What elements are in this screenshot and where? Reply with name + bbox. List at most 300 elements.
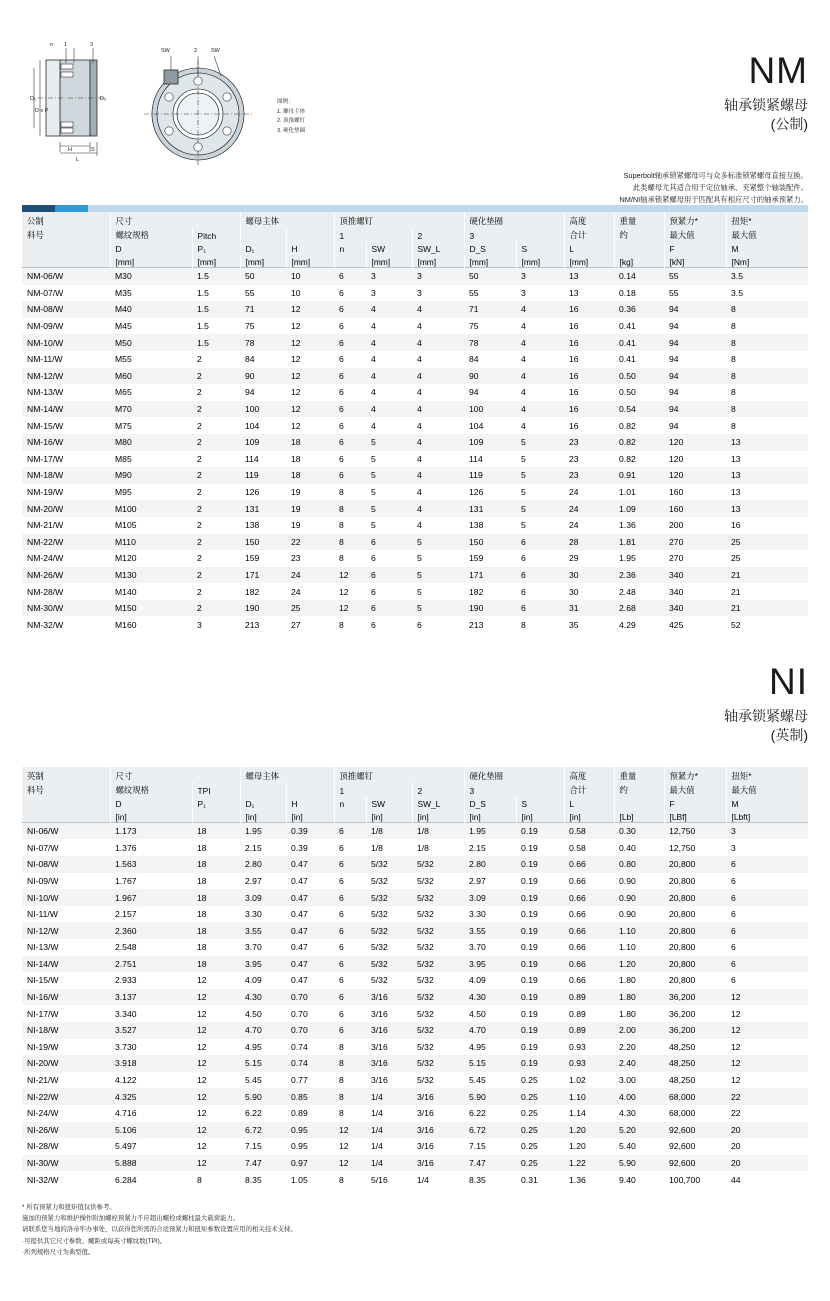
imperial-group-g8: 预紧力* bbox=[664, 767, 726, 782]
table-cell: M105 bbox=[115, 520, 137, 531]
imperial-sym-c1 bbox=[22, 796, 110, 809]
imperial-group-g7: 重量 bbox=[614, 767, 664, 782]
metric-group-g4: 顶推螺钉 bbox=[334, 212, 464, 227]
table-cell: 4.716 bbox=[115, 1108, 137, 1119]
imperial-unit-Ds: [in] bbox=[464, 809, 516, 823]
table-cell: 171 bbox=[469, 569, 484, 580]
table-row bbox=[22, 451, 808, 468]
table-cell: 0.39 bbox=[291, 842, 308, 853]
table-cell: 5 bbox=[371, 437, 376, 448]
table-cell: 8 bbox=[731, 404, 736, 415]
table-cell: 4 bbox=[371, 370, 376, 381]
imperial-sym-S: S bbox=[516, 796, 564, 809]
part-number-cell: NI-17/W bbox=[27, 1008, 59, 1019]
table-cell: 12 bbox=[731, 1075, 741, 1086]
table-cell: 92,600 bbox=[669, 1158, 696, 1169]
table-cell: 94 bbox=[669, 337, 679, 348]
table-cell: 18 bbox=[197, 892, 207, 903]
table-cell: 24 bbox=[569, 503, 579, 514]
table-cell: 94 bbox=[669, 420, 679, 431]
table-cell: 190 bbox=[245, 603, 260, 614]
imperial-sym-SW: SW bbox=[366, 796, 412, 809]
dim-label-sw2: SW bbox=[211, 48, 220, 54]
table-cell: 1.95 bbox=[245, 826, 262, 837]
table-cell: 0.82 bbox=[619, 453, 636, 464]
table-cell: 19 bbox=[291, 487, 301, 498]
table-cell: 5.888 bbox=[115, 1158, 137, 1169]
table-cell: 20 bbox=[731, 1141, 741, 1152]
table-row bbox=[22, 417, 808, 434]
table-cell: 6 bbox=[521, 603, 526, 614]
table-cell: 12 bbox=[291, 387, 301, 398]
table-cell: 12 bbox=[731, 1008, 741, 1019]
imperial-group-header-row bbox=[22, 767, 808, 782]
table-cell: 6 bbox=[339, 859, 344, 870]
table-cell: 0.19 bbox=[521, 892, 538, 903]
table-cell: 3.137 bbox=[115, 992, 137, 1003]
drawing-legend bbox=[277, 98, 305, 137]
table-cell: 0.47 bbox=[291, 925, 308, 936]
imperial-sym-weight bbox=[614, 796, 664, 809]
table-row bbox=[22, 368, 808, 385]
table-cell: 0.74 bbox=[291, 1041, 308, 1052]
table-cell: 0.19 bbox=[521, 826, 538, 837]
table-cell: 6 bbox=[339, 925, 344, 936]
table-cell: 12 bbox=[197, 992, 207, 1003]
table-cell: 3.00 bbox=[619, 1075, 636, 1086]
table-cell: 0.47 bbox=[291, 975, 308, 986]
table-cell: 0.89 bbox=[291, 1108, 308, 1119]
colorbar-segment-dark bbox=[22, 205, 55, 212]
table-cell: 20 bbox=[731, 1158, 741, 1169]
table-cell: 4 bbox=[417, 387, 422, 398]
imperial-sub-c3: TPI bbox=[192, 782, 240, 796]
table-cell: 3.09 bbox=[245, 892, 262, 903]
table-cell: 18 bbox=[291, 470, 301, 481]
table-cell: 22 bbox=[291, 536, 301, 547]
table-cell: 0.66 bbox=[569, 975, 586, 986]
part-number-cell: NM-07/W bbox=[27, 287, 64, 298]
table-cell: 120 bbox=[669, 453, 684, 464]
table-cell: 114 bbox=[469, 453, 483, 464]
metric-unit-weight: [kg] bbox=[614, 254, 664, 268]
table-cell: M40 bbox=[115, 304, 132, 315]
metric-sym-P1: P₁ bbox=[192, 241, 240, 254]
table-cell: 138 bbox=[469, 520, 484, 531]
table-cell: 6 bbox=[521, 536, 526, 547]
table-cell: 1.05 bbox=[291, 1174, 308, 1185]
table-cell: 0.19 bbox=[521, 909, 538, 920]
part-number-cell: NI-13/W bbox=[27, 942, 59, 953]
metric-table-head bbox=[22, 212, 808, 268]
table-cell: 131 bbox=[469, 503, 484, 514]
table-row bbox=[22, 989, 808, 1006]
table-cell: 160 bbox=[669, 487, 684, 498]
table-cell: 2.40 bbox=[619, 1058, 636, 1069]
table-row bbox=[22, 434, 808, 451]
part-number-cell: NM-14/W bbox=[27, 404, 64, 415]
table-cell: 36,200 bbox=[669, 1008, 696, 1019]
table-cell: 13 bbox=[569, 271, 579, 282]
table-cell: 5/32 bbox=[371, 925, 388, 936]
metric-sub-approx: 约 bbox=[614, 227, 664, 241]
table-cell: 340 bbox=[669, 569, 684, 580]
table-cell: 4 bbox=[371, 404, 376, 415]
table-cell: 22 bbox=[731, 1091, 741, 1102]
table-cell: 200 bbox=[669, 520, 684, 531]
table-cell: 5/32 bbox=[417, 992, 434, 1003]
table-cell: 6 bbox=[339, 470, 344, 481]
imperial-sym-Ds: D_S bbox=[464, 796, 516, 809]
part-number-cell: NM-08/W bbox=[27, 304, 64, 315]
table-cell: 20,800 bbox=[669, 925, 696, 936]
brand-subtitle-unit: (公制) bbox=[770, 115, 808, 132]
table-cell: 270 bbox=[669, 553, 684, 564]
table-cell: 3.70 bbox=[469, 942, 486, 953]
metric-unit-c1 bbox=[22, 254, 110, 268]
table-cell: 13 bbox=[569, 287, 579, 298]
table-cell: M80 bbox=[115, 437, 132, 448]
metric-sym-D1: D₁ bbox=[240, 241, 286, 254]
table-cell: 6 bbox=[339, 321, 344, 332]
table-cell: 4.95 bbox=[469, 1041, 486, 1052]
table-cell: 0.80 bbox=[619, 859, 636, 870]
table-cell: 0.93 bbox=[569, 1058, 586, 1069]
table-cell: 90 bbox=[469, 370, 479, 381]
table-cell: 0.19 bbox=[521, 992, 538, 1003]
table-cell: 0.39 bbox=[291, 826, 308, 837]
imperial-sym-L: L bbox=[564, 796, 614, 809]
colorbar-segment-mid bbox=[55, 205, 88, 212]
part-number-cell: NI-30/W bbox=[27, 1158, 59, 1169]
table-cell: 7.15 bbox=[245, 1141, 262, 1152]
table-cell: 119 bbox=[469, 470, 483, 481]
table-cell: 2.360 bbox=[115, 925, 137, 936]
table-cell: 5 bbox=[371, 487, 376, 498]
table-cell: 6 bbox=[339, 453, 344, 464]
table-cell: 3/16 bbox=[417, 1108, 434, 1119]
table-cell: 0.25 bbox=[521, 1075, 538, 1086]
metric-sym-weight bbox=[614, 241, 664, 254]
table-cell: 21 bbox=[731, 586, 741, 597]
table-cell: 126 bbox=[245, 487, 260, 498]
table-cell: 3.5 bbox=[731, 271, 743, 282]
dim-label-L: L bbox=[76, 157, 80, 163]
table-cell: 25 bbox=[731, 536, 741, 547]
table-cell: 6 bbox=[339, 892, 344, 903]
footnote-line: 请联系您当地的洛帝牢办事处，以获得您所需的合适预紧力和扭矩参数设置应用的相关技术支持。 bbox=[22, 1226, 297, 1234]
table-row bbox=[22, 1122, 808, 1139]
metric-group-g9: 扭矩* bbox=[726, 212, 808, 227]
part-number-cell: NI-16/W bbox=[27, 992, 59, 1003]
table-cell: 0.97 bbox=[291, 1158, 308, 1169]
table-cell: 1/4 bbox=[371, 1124, 383, 1135]
table-cell: 94 bbox=[669, 304, 679, 315]
part-number-cell: NM-30/W bbox=[27, 603, 64, 614]
imperial-unit-P1 bbox=[192, 809, 240, 823]
table-cell: 100 bbox=[245, 404, 260, 415]
table-cell: 1.563 bbox=[115, 859, 137, 870]
table-cell: 0.70 bbox=[291, 992, 308, 1003]
table-cell: 6 bbox=[521, 553, 526, 564]
table-cell: 0.66 bbox=[569, 958, 586, 969]
table-cell: 8 bbox=[339, 1174, 344, 1185]
table-cell: 0.41 bbox=[619, 321, 636, 332]
brand-subtitle: 轴承锁紧螺母 bbox=[724, 97, 808, 113]
table-cell: 5/32 bbox=[417, 925, 434, 936]
table-row bbox=[22, 550, 808, 567]
table-cell: 4 bbox=[417, 337, 422, 348]
table-cell: 6 bbox=[731, 958, 736, 969]
table-cell: 0.31 bbox=[521, 1174, 538, 1185]
intro-line-1: Superbolt轴承锁紧螺母可与众多标准锁紧螺母直接互换。 bbox=[623, 171, 808, 180]
metric-sym-Ds: D_S bbox=[464, 241, 516, 254]
table-row bbox=[22, 318, 808, 335]
table-cell: 75 bbox=[469, 321, 479, 332]
metric-group-g5: 硬化垫圈 bbox=[464, 212, 564, 227]
table-cell: M45 bbox=[115, 321, 132, 332]
table-cell: 0.95 bbox=[291, 1141, 308, 1152]
table-cell: 2.97 bbox=[469, 875, 486, 886]
metric-unit-F: [kN] bbox=[664, 254, 726, 268]
imperial-sub-screw1: 1 bbox=[334, 782, 412, 796]
table-cell: 5.15 bbox=[245, 1058, 262, 1069]
table-cell: 12 bbox=[197, 1058, 207, 1069]
table-cell: M100 bbox=[115, 503, 137, 514]
table-cell: 0.19 bbox=[521, 1025, 538, 1036]
table-cell: 6 bbox=[731, 892, 736, 903]
brand-block-ni bbox=[0, 663, 830, 745]
table-cell: 8 bbox=[339, 1041, 344, 1052]
table-cell: 1.5 bbox=[197, 337, 209, 348]
table-cell: 12 bbox=[291, 337, 301, 348]
table-cell: 22 bbox=[731, 1108, 741, 1119]
part-number-cell: NM-18/W bbox=[27, 470, 64, 481]
table-cell: 13 bbox=[731, 487, 741, 498]
metric-sym-SWL: SW_L bbox=[412, 241, 464, 254]
table-cell: 23 bbox=[291, 553, 301, 564]
table-cell: 19 bbox=[291, 503, 301, 514]
table-cell: 1.36 bbox=[569, 1174, 586, 1185]
dim-label-D1: D₁ bbox=[30, 96, 36, 102]
table-cell: 4.50 bbox=[245, 1008, 262, 1019]
table-cell: 2 bbox=[197, 420, 202, 431]
table-cell: 1.95 bbox=[469, 826, 486, 837]
table-cell: 4 bbox=[521, 321, 526, 332]
table-row bbox=[22, 484, 808, 501]
table-cell: 0.19 bbox=[521, 942, 538, 953]
dim-label-DxP: D x P bbox=[35, 108, 49, 114]
table-cell: 4 bbox=[417, 420, 422, 431]
table-cell: 2 bbox=[197, 387, 202, 398]
table-cell: 8 bbox=[339, 536, 344, 547]
table-cell: 3 bbox=[417, 271, 422, 282]
table-cell: 6 bbox=[339, 975, 344, 986]
table-cell: 0.85 bbox=[291, 1091, 308, 1102]
table-cell: M110 bbox=[115, 536, 136, 547]
table-cell: 100 bbox=[469, 404, 484, 415]
table-cell: 6 bbox=[417, 619, 422, 630]
table-cell: 19 bbox=[291, 520, 301, 531]
table-cell: 10 bbox=[291, 287, 301, 298]
table-cell: 20,800 bbox=[669, 942, 696, 953]
table-cell: 13 bbox=[731, 470, 741, 481]
table-cell: 8 bbox=[339, 1091, 344, 1102]
part-number-cell: NI-10/W bbox=[27, 892, 59, 903]
table-cell: 4.325 bbox=[115, 1091, 137, 1102]
table-cell: 126 bbox=[469, 487, 484, 498]
table-cell: 23 bbox=[569, 437, 579, 448]
table-cell: 20,800 bbox=[669, 859, 696, 870]
metric-unit-P1: [mm] bbox=[192, 254, 240, 268]
part-number-cell: NM-24/W bbox=[27, 553, 64, 564]
table-cell: 2 bbox=[197, 503, 202, 514]
metric-symbol-row bbox=[22, 241, 808, 254]
table-cell: 0.74 bbox=[291, 1058, 308, 1069]
table-cell: 78 bbox=[245, 337, 255, 348]
table-cell: 4 bbox=[371, 354, 376, 365]
imperial-unit-D: [in] bbox=[110, 809, 192, 823]
table-cell: 1/8 bbox=[371, 842, 383, 853]
table-cell: 6 bbox=[371, 586, 376, 597]
table-cell: 3/16 bbox=[371, 1058, 388, 1069]
table-cell: 0.66 bbox=[569, 925, 586, 936]
table-cell: 3 bbox=[197, 619, 202, 630]
table-cell: 1.22 bbox=[569, 1158, 586, 1169]
table-cell: 44 bbox=[731, 1174, 741, 1185]
table-row bbox=[22, 351, 808, 368]
part-number-cell: NM-28/W bbox=[27, 586, 64, 597]
table-cell: 6 bbox=[521, 569, 526, 580]
table-cell: M160 bbox=[115, 619, 137, 630]
table-cell: 12,750 bbox=[669, 826, 696, 837]
table-row bbox=[22, 1155, 808, 1172]
table-cell: 1.02 bbox=[569, 1075, 586, 1086]
imperial-sym-M: M bbox=[726, 796, 808, 809]
part-number-cell: NM-09/W bbox=[27, 321, 64, 332]
table-cell: 36,200 bbox=[669, 992, 696, 1003]
table-cell: 1.20 bbox=[569, 1124, 586, 1135]
table-cell: 0.47 bbox=[291, 958, 308, 969]
table-cell: 75 bbox=[245, 321, 255, 332]
metric-unit-S: [mm] bbox=[516, 254, 564, 268]
table-cell: 1/4 bbox=[371, 1158, 383, 1169]
imperial-sym-SWL: SW_L bbox=[412, 796, 464, 809]
table-cell: 5 bbox=[371, 470, 376, 481]
dim-label-2: 2 bbox=[194, 48, 198, 54]
table-cell: 6 bbox=[731, 975, 736, 986]
table-cell: 150 bbox=[469, 536, 484, 547]
table-cell: 4 bbox=[521, 420, 526, 431]
table-cell: 3/16 bbox=[371, 1008, 388, 1019]
table-cell: 3.95 bbox=[245, 958, 262, 969]
table-cell: 94 bbox=[245, 387, 255, 398]
dim-label-n: n bbox=[50, 42, 54, 48]
table-cell: 12 bbox=[339, 1124, 349, 1135]
imperial-unit-H: [in] bbox=[286, 809, 334, 823]
table-cell: 12 bbox=[339, 603, 349, 614]
table-cell: 8.35 bbox=[469, 1174, 486, 1185]
metric-subheader-row bbox=[22, 227, 808, 241]
table-cell: 12 bbox=[197, 1041, 207, 1052]
table-row bbox=[22, 1105, 808, 1122]
table-cell: 5.90 bbox=[245, 1091, 262, 1102]
table-cell: 5.45 bbox=[245, 1075, 262, 1086]
brand-subtitle-unit-2: (英制) bbox=[770, 726, 808, 743]
table-cell: 50 bbox=[469, 271, 479, 282]
table-cell: 0.58 bbox=[569, 826, 586, 837]
table-row bbox=[22, 1088, 808, 1105]
table-cell: 12 bbox=[731, 1058, 741, 1069]
table-row bbox=[22, 583, 808, 600]
table-cell: 8 bbox=[197, 1174, 202, 1185]
table-cell: 23 bbox=[569, 470, 579, 481]
metric-unit-L: [mm] bbox=[564, 254, 614, 268]
table-cell: 8 bbox=[521, 619, 526, 630]
table-cell: 2 bbox=[197, 370, 202, 381]
table-cell: 3 bbox=[521, 287, 526, 298]
table-cell: 12 bbox=[291, 321, 301, 332]
table-cell: 20,800 bbox=[669, 975, 696, 986]
table-cell: 4 bbox=[521, 370, 526, 381]
table-cell: 18 bbox=[291, 437, 301, 448]
part-number-cell: NI-21/W bbox=[27, 1075, 59, 1086]
part-number-cell: NM-10/W bbox=[27, 337, 64, 348]
part-number-cell: NM-26/W bbox=[27, 569, 64, 580]
table-cell: 1.20 bbox=[569, 1141, 586, 1152]
legend-item-2: 2. 顶推螺钉 bbox=[277, 118, 306, 125]
imperial-group-g1: 英制 bbox=[22, 767, 110, 782]
table-cell: 6 bbox=[339, 842, 344, 853]
table-cell: 3.30 bbox=[245, 909, 262, 920]
table-cell: 1.376 bbox=[115, 842, 137, 853]
table-cell: 8 bbox=[731, 304, 736, 315]
metric-unit-H: [mm] bbox=[286, 254, 334, 268]
table-cell: 2.80 bbox=[469, 859, 486, 870]
table-cell: 6 bbox=[339, 337, 344, 348]
table-cell: 2 bbox=[197, 404, 202, 415]
table-cell: 6 bbox=[339, 437, 344, 448]
table-cell: 6 bbox=[339, 942, 344, 953]
metric-table-body bbox=[22, 268, 808, 634]
table-cell: 4 bbox=[521, 387, 526, 398]
metric-unit-Ds: [mm] bbox=[464, 254, 516, 268]
table-cell: 9.40 bbox=[619, 1174, 636, 1185]
table-cell: 12 bbox=[731, 992, 741, 1003]
table-cell: 12 bbox=[197, 1141, 207, 1152]
table-cell: 16 bbox=[569, 321, 579, 332]
table-cell: 12 bbox=[291, 420, 301, 431]
table-cell: 4 bbox=[371, 321, 376, 332]
table-cell: 84 bbox=[469, 354, 479, 365]
table-cell: 2 bbox=[197, 569, 202, 580]
table-cell: 24 bbox=[291, 569, 301, 580]
table-cell: 55 bbox=[469, 287, 479, 298]
part-number-cell: NM-20/W bbox=[27, 503, 64, 514]
table-cell: 8 bbox=[339, 487, 344, 498]
table-cell: 5/32 bbox=[371, 942, 388, 953]
table-cell: 2 bbox=[197, 520, 202, 531]
dim-label-sw1: SW bbox=[161, 48, 170, 54]
table-cell: 5/32 bbox=[417, 1008, 434, 1019]
table-cell: 5/32 bbox=[417, 892, 434, 903]
part-number-cell: NI-22/W bbox=[27, 1091, 59, 1102]
table-cell: 6 bbox=[339, 1008, 344, 1019]
part-number-cell: NM-16/W bbox=[27, 437, 64, 448]
table-row bbox=[22, 922, 808, 939]
table-row bbox=[22, 873, 808, 890]
table-cell: 5 bbox=[521, 503, 526, 514]
